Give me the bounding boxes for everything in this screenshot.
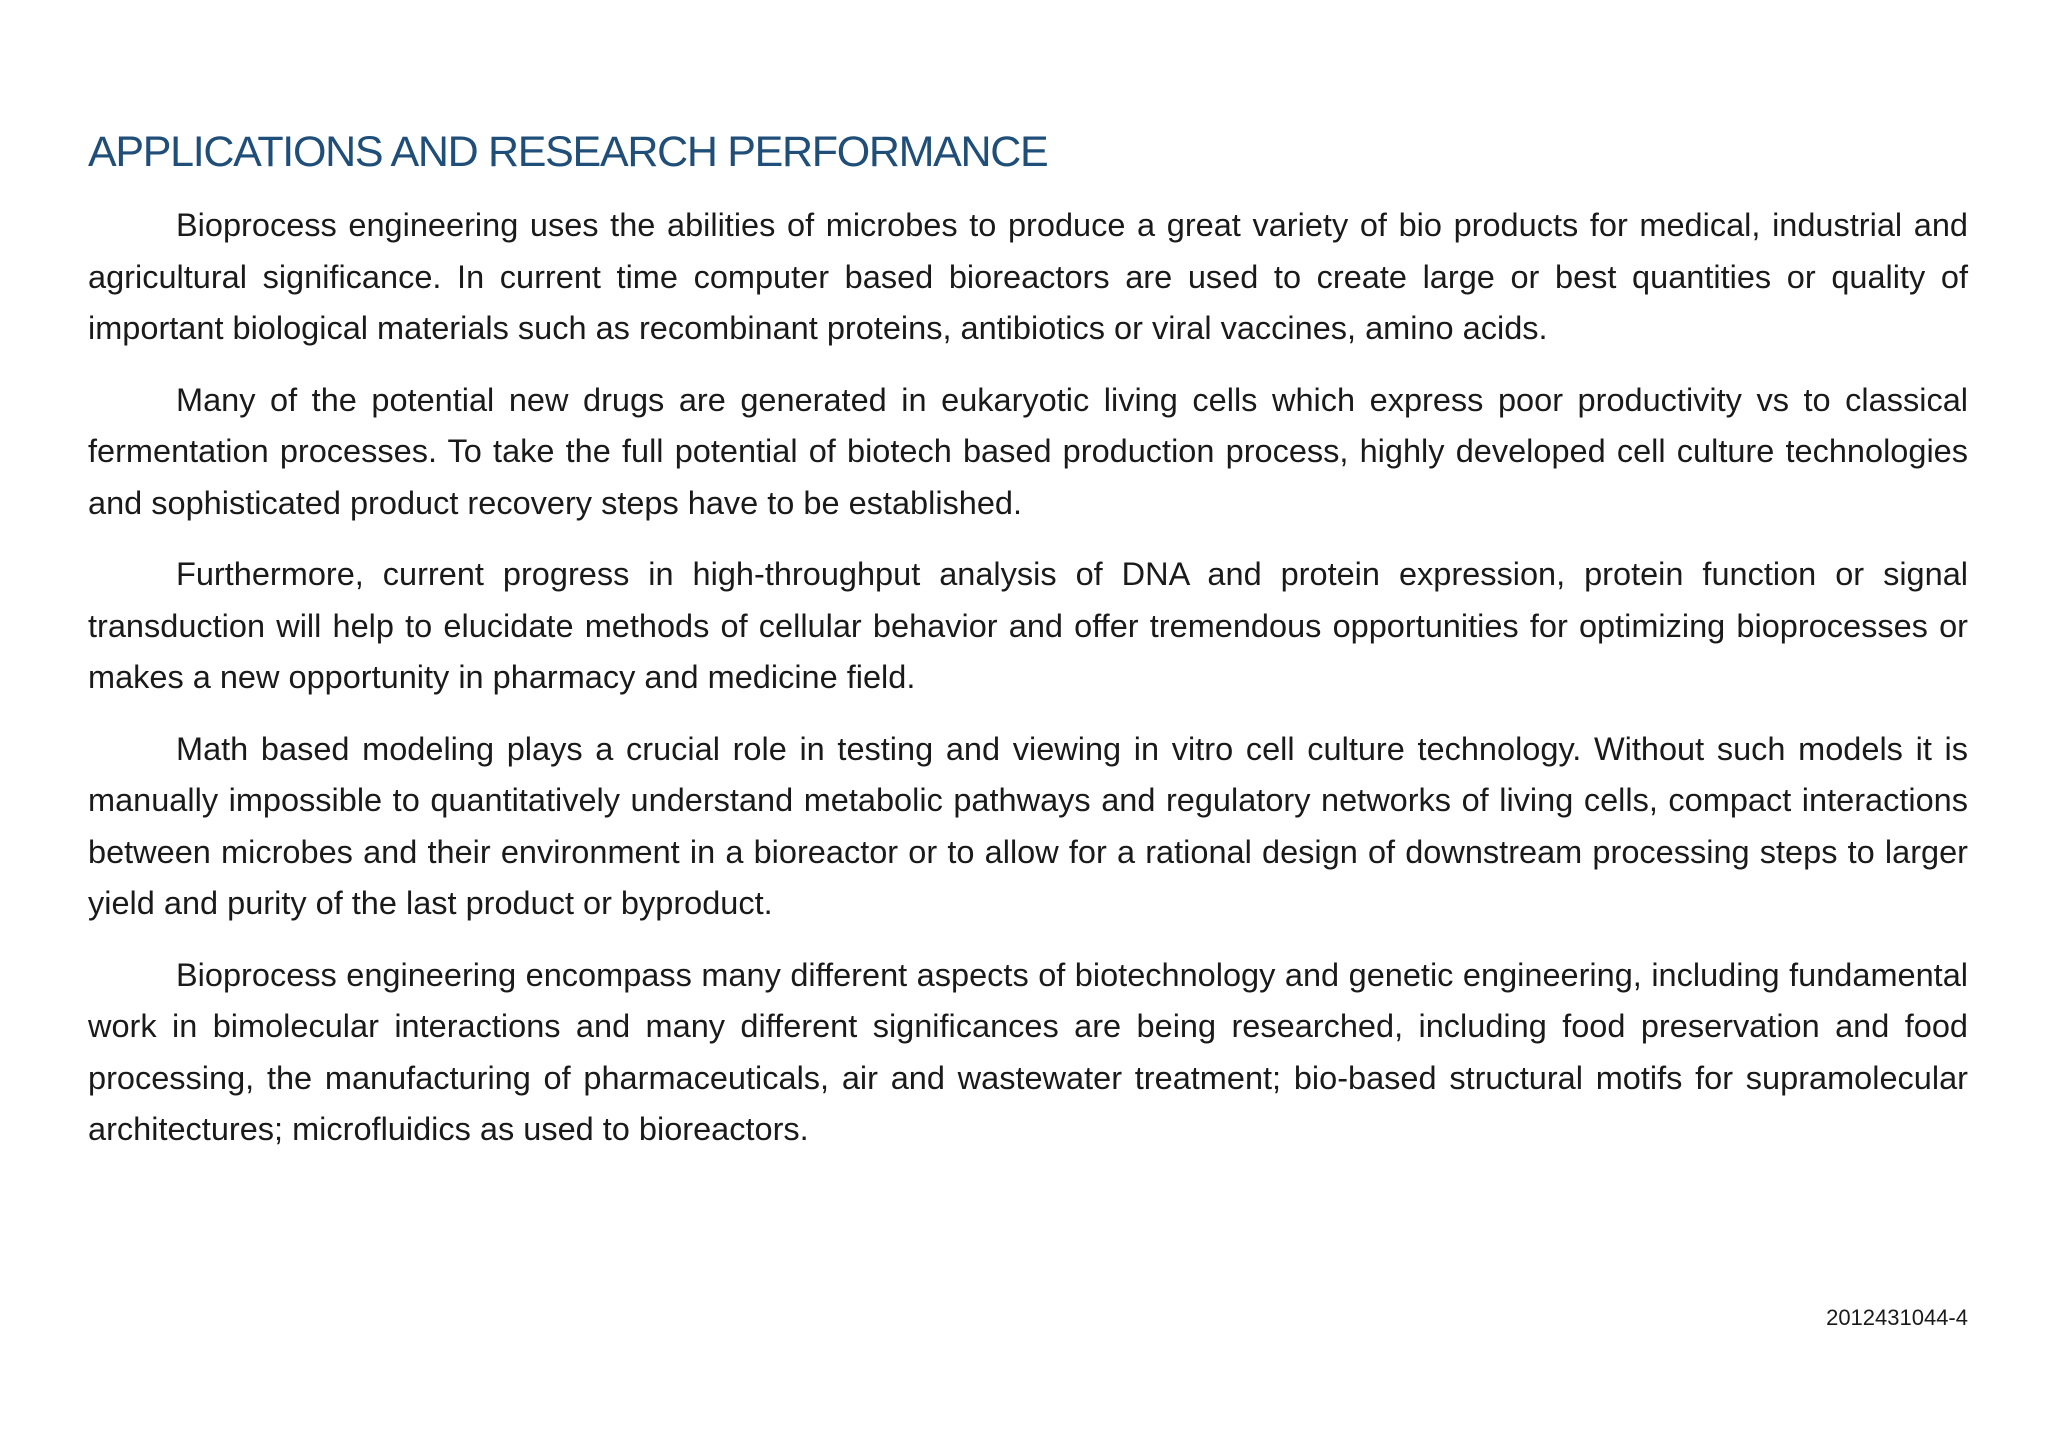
paragraph-bioprocess-engineering: Bioprocess engineering uses the abilities of microbes to produce a great variety of bio products for medical, industrial and agricultural significance. In current time computer based bioreactors are used to create large or best quantities or quality of important biological materials such as recombinant proteins, antibiotics or viral vaccines, amino acids. xyxy=(88,207,1968,346)
paragraph-new-drugs: Many of the potential new drugs are generated in eukaryotic living cells which express poor productivity vs to classical fermentation processes. To take the full potential of biotech based production process, highly developed cell culture technologies and sophisticated product recovery steps have to be established. xyxy=(88,381,1968,521)
paragraph-aspects: Bioprocess engineering encompass many different aspects of biotechnology and genetic engineering, including fundamental work in bimolecular interactions and many different significances are being researched, including food preservation and food processing, the manufacturing of pharmaceuticals, air and wastewater treatment; bio-based structural motifs for supramolecular architectures; microfluidics as used to bioreactors. xyxy=(88,956,1968,1147)
paragraph-math-modeling: Math based modeling plays a crucial role in testing and viewing in vitro cell culture technology. Without such models it is manually impossible to quantitatively understand metabolic pathways and regulatory networks of living cells, compact interactions between microbes and their environment in a bioreactor or to allow for a rational design of downstream processing steps to larger yield and purity of the last product or byproduct. xyxy=(88,730,1968,921)
paragraph-high-throughput: Furthermore, current progress in high-throughput analysis of DNA and protein expression, protein function or signal transduction will help to elucidate methods of cellular behavior and offer tremendous opportunities for optimizing bioprocesses or makes a new opportunity in pharmacy and medicine field. xyxy=(88,556,1968,695)
document-id-footer: 2012431044-4 xyxy=(1826,1305,1968,1330)
section-heading: APPLICATIONS AND RESEARCH PERFORMANCE xyxy=(88,128,1048,176)
document-body xyxy=(88,120,1968,1176)
